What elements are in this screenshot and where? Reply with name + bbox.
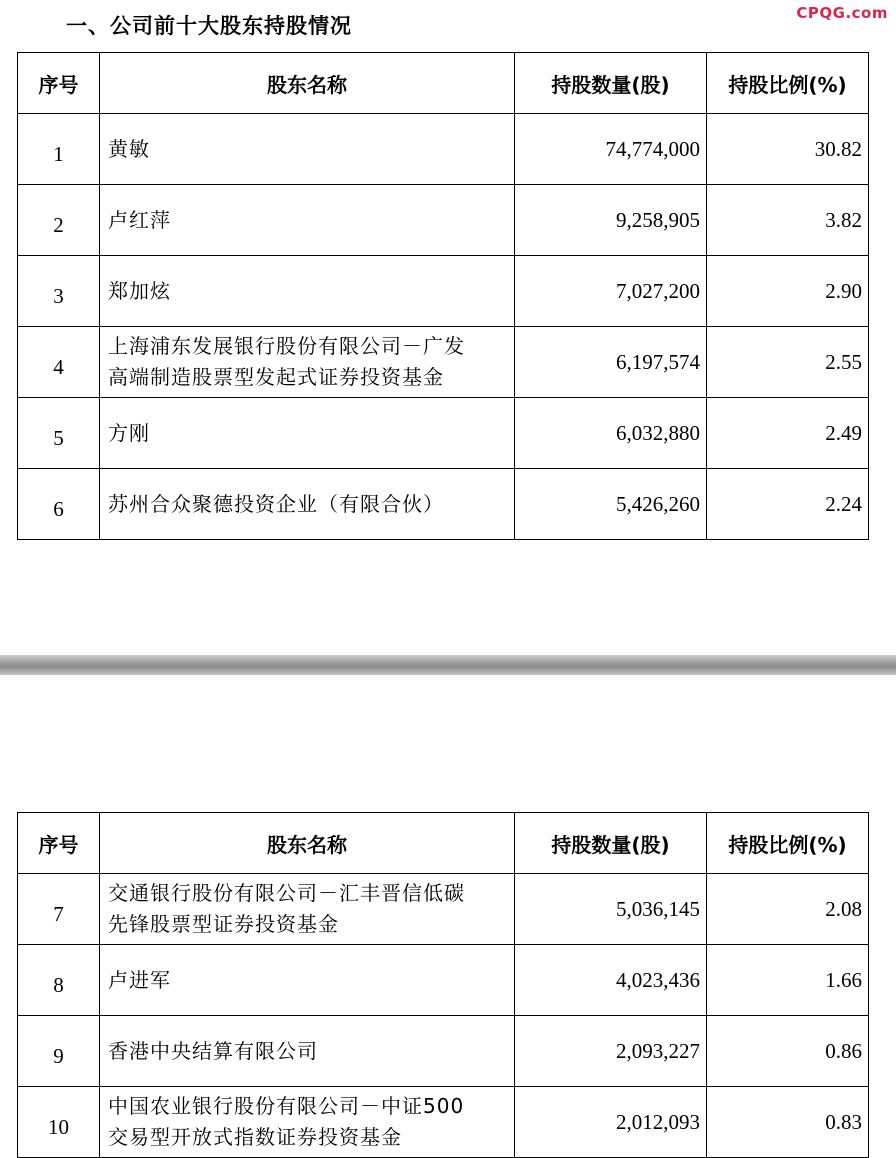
cell-shares: 2,012,093 <box>515 1087 707 1158</box>
cell-shares: 5,426,260 <box>515 469 707 540</box>
cell-name-line-1: 交通银行股份有限公司－汇丰晋信低碳 <box>108 881 465 905</box>
cell-index: 10 <box>18 1087 100 1158</box>
shareholders-table-2 <box>17 812 869 1158</box>
cell-name-line-2: 交易型开放式指数证券投资基金 <box>108 1125 402 1149</box>
table-row <box>18 945 869 1016</box>
header-ratio: 持股比例(%) <box>707 53 869 114</box>
table-row <box>18 185 869 256</box>
cell-shares: 6,197,574 <box>515 327 707 398</box>
header-index: 序号 <box>18 813 100 874</box>
cell-index: 5 <box>18 398 100 469</box>
cell-name <box>100 1087 515 1158</box>
cell-name: 郑加炫 <box>100 256 515 327</box>
header-index: 序号 <box>18 53 100 114</box>
cell-ratio: 0.86 <box>707 1016 869 1087</box>
table-row <box>18 114 869 185</box>
table-row <box>18 327 869 398</box>
cell-index: 4 <box>18 327 100 398</box>
cell-index: 1 <box>18 114 100 185</box>
cell-name: 黄敏 <box>100 114 515 185</box>
cell-name-line-1: 中国农业银行股份有限公司－中证500 <box>108 1094 465 1118</box>
cell-ratio: 2.08 <box>707 874 869 945</box>
table-row <box>18 256 869 327</box>
cell-ratio: 3.82 <box>707 185 869 256</box>
cell-name: 苏州合众聚德投资企业（有限合伙） <box>100 469 515 540</box>
table-row <box>18 469 869 540</box>
cell-index: 3 <box>18 256 100 327</box>
cell-shares: 4,023,436 <box>515 945 707 1016</box>
header-shares: 持股数量(股) <box>515 53 707 114</box>
cell-name-line-1: 上海浦东发展银行股份有限公司－广发 <box>108 334 465 358</box>
table-row <box>18 1016 869 1087</box>
header-name: 股东名称 <box>100 813 515 874</box>
cell-shares: 9,258,905 <box>515 185 707 256</box>
site-watermark: CPQG.com <box>796 4 888 22</box>
cell-shares: 2,093,227 <box>515 1016 707 1087</box>
cell-index: 2 <box>18 185 100 256</box>
cell-name: 卢红萍 <box>100 185 515 256</box>
table-row <box>18 398 869 469</box>
cell-name-line-2: 先锋股票型证券投资基金 <box>108 912 339 936</box>
cell-name: 方刚 <box>100 398 515 469</box>
cell-shares: 74,774,000 <box>515 114 707 185</box>
table-row <box>18 1087 869 1158</box>
cell-ratio: 0.83 <box>707 1087 869 1158</box>
table-header-row <box>18 53 869 114</box>
cell-shares: 6,032,880 <box>515 398 707 469</box>
page-break-divider <box>0 655 896 675</box>
cell-index: 8 <box>18 945 100 1016</box>
cell-ratio: 2.90 <box>707 256 869 327</box>
cell-name-line-2: 高端制造股票型发起式证券投资基金 <box>108 365 444 389</box>
header-name: 股东名称 <box>100 53 515 114</box>
table-header-row <box>18 813 869 874</box>
header-ratio: 持股比例(%) <box>707 813 869 874</box>
cell-index: 7 <box>18 874 100 945</box>
cell-name <box>100 874 515 945</box>
cell-index: 9 <box>18 1016 100 1087</box>
header-shares: 持股数量(股) <box>515 813 707 874</box>
shareholders-table-1 <box>17 52 869 540</box>
cell-name: 香港中央结算有限公司 <box>100 1016 515 1087</box>
cell-ratio: 1.66 <box>707 945 869 1016</box>
cell-name <box>100 327 515 398</box>
table-row <box>18 874 869 945</box>
cell-ratio: 2.24 <box>707 469 869 540</box>
cell-shares: 5,036,145 <box>515 874 707 945</box>
section-heading: 一、公司前十大股东持股情况 <box>66 14 352 38</box>
cell-ratio: 2.55 <box>707 327 869 398</box>
cell-shares: 7,027,200 <box>515 256 707 327</box>
cell-ratio: 30.82 <box>707 114 869 185</box>
cell-index: 6 <box>18 469 100 540</box>
cell-ratio: 2.49 <box>707 398 869 469</box>
cell-name: 卢进军 <box>100 945 515 1016</box>
